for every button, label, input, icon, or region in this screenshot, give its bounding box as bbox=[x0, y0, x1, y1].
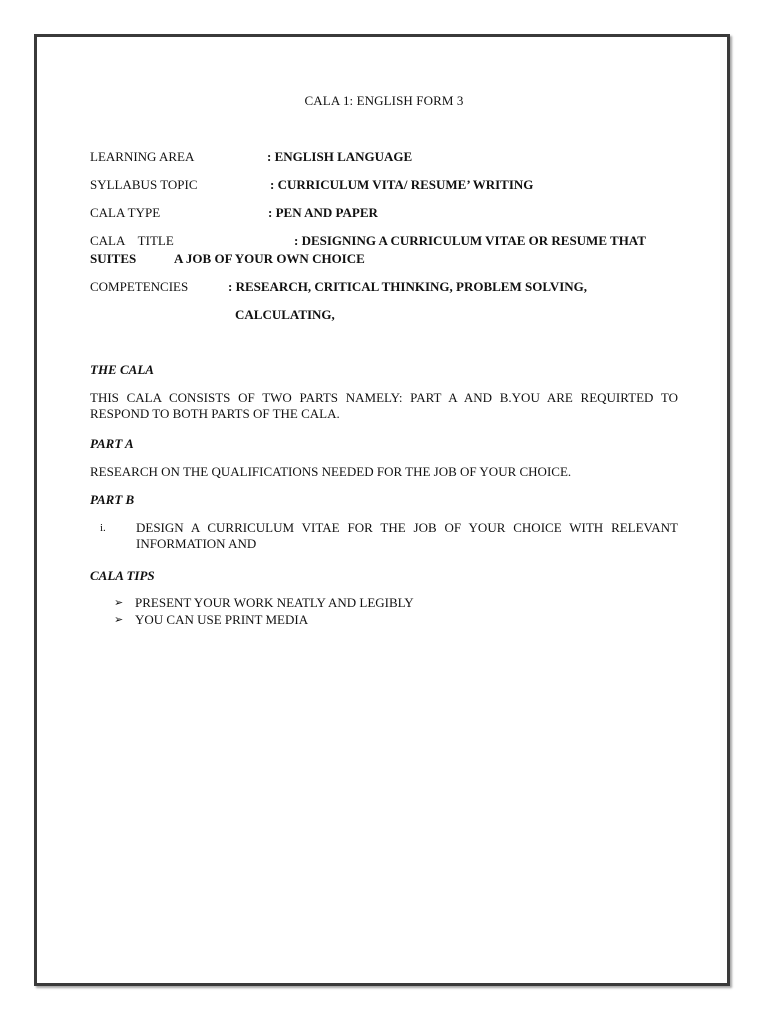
part-a-heading: PART A bbox=[90, 436, 134, 451]
cala-type-value: : PEN AND PAPER bbox=[268, 205, 378, 220]
arrow-bullet-icon: ➢ bbox=[114, 614, 124, 626]
part-a-text: RESEARCH ON THE QUALIFICATIONS NEEDED FOR THE JOB OF YOUR CHOICE. bbox=[90, 464, 572, 479]
cala-type-label: CALA TYPE bbox=[90, 205, 161, 220]
tip-text: PRESENT YOUR WORK NEATLY AND LEGIBLY bbox=[135, 595, 414, 610]
list-marker: i. bbox=[100, 522, 106, 534]
cala-title-value-line2-b: A JOB OF YOUR OWN CHOICE bbox=[174, 251, 365, 266]
the-cala-text: THIS CALA CONSISTS OF TWO PARTS NAMELY: PART A AND B.YOU ARE REQUIRTED TO RESPOND TO BOTH PARTS OF THE CALA. bbox=[90, 390, 678, 421]
competencies-value-line1: : RESEARCH, CRITICAL THINKING, PROBLEM SOLVING, bbox=[228, 279, 588, 294]
competencies-value-line2: CALCULATING, bbox=[235, 307, 335, 322]
arrow-bullet-icon: ➢ bbox=[114, 597, 124, 609]
syllabus-topic-label: SYLLABUS TOPIC bbox=[90, 177, 198, 192]
syllabus-topic-value: : CURRICULUM VITA/ RESUME’ WRITING bbox=[270, 177, 534, 192]
learning-area-label: LEARNING AREA bbox=[90, 149, 195, 164]
cala-tips-heading: CALA TIPS bbox=[90, 568, 155, 583]
cala-title-value-line2-a: SUITES bbox=[90, 251, 137, 266]
cala-title-value-line1: : DESIGNING A CURRICULUM VITAE OR RESUME THAT bbox=[294, 233, 646, 248]
learning-area-value: : ENGLISH LANGUAGE bbox=[267, 149, 413, 164]
competencies-label: COMPETENCIES bbox=[90, 279, 189, 294]
list-item-text: DESIGN A CURRICULUM VITAE FOR THE JOB OF YOUR CHOICE WITH RELEVANT INFORMATION AND bbox=[136, 520, 678, 551]
cala-title-label: CALA TITLE bbox=[90, 233, 174, 248]
tip-text: YOU CAN USE PRINT MEDIA bbox=[135, 612, 309, 627]
document-title: CALA 1: ENGLISH FORM 3 bbox=[304, 93, 464, 108]
part-b-heading: PART B bbox=[90, 492, 135, 507]
the-cala-heading: THE CALA bbox=[90, 362, 154, 377]
